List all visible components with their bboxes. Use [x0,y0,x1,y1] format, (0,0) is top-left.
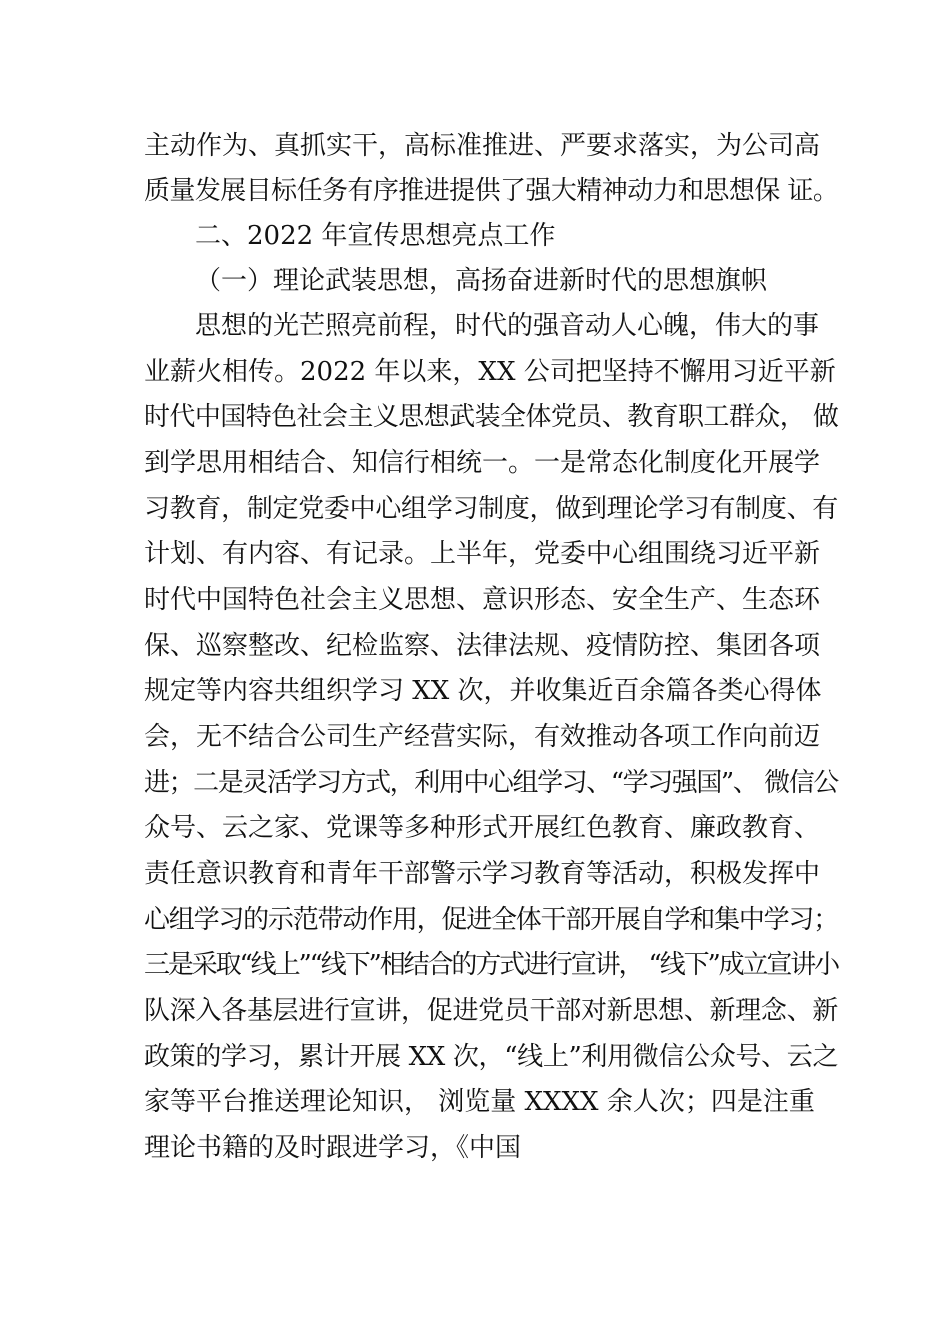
text-line: 进；二是灵活学习方式，利用中心组学习、“学习强国”、 微信公 [144,768,838,798]
paragraph-first-line: 思想的光芒照亮前程，时代的强音动人心魄，伟大的事 [195,311,820,341]
text-line: 理论书籍的及时跟进学习，《中国 [144,1133,522,1163]
text-line: 队深入各基层进行宣讲，促进党员干部对新思想、新理念、新 [144,996,839,1026]
text-line: 心组学习的示范带动作用，促进全体干部开展自学和集中学习； [144,905,839,935]
text-line: 主动作为、真抓实干，高标准推进、严要求落实，为公司高 [144,131,821,161]
text-line: 规定等内容共组织学习 XX 次，并收集近百余篇各类心得体 [144,676,822,706]
text-line: 质量发展目标任务有序推进提供了强大精神动力和思想保 证。 [144,176,839,206]
text-line: 到学思用相结合、知信行相统一。一是常态化制度化开展学 [144,448,821,478]
text-line: 三是采取“线上”“线下”相结合的方式进行宣讲， “线下”成立宣讲小 [144,950,839,980]
text-line: 责任意识教育和青年干部警示学习教育等活动，积极发挥中 [144,859,821,889]
text-line: 计划、有内容、有记录。上半年，党委中心组围绕习近平新 [144,539,821,569]
text-line: 时代中国特色社会主义思想、意识形态、安全生产、生态环 [144,585,821,615]
text-line: 保、巡察整改、纪检监察、法律法规、疫情防控、集团各项 [144,631,821,661]
text-line: 政策的学习，累计开展 XX 次，“线上”利用微信公众号、云之 [144,1042,839,1072]
text-line: 习教育，制定党委中心组学习制度，做到理论学习有制度、有 [144,494,839,524]
text-line: 业薪火相传。2022 年以来，XX 公司把坚持不懈用习近平新 [144,357,836,387]
text-line: 家等平台推送理论知识， 浏览量 XXXX 余人次；四是注重 [144,1087,815,1117]
text-line: 时代中国特色社会主义思想武装全体党员、教育职工群众， 做 [144,402,839,432]
text-line: 众号、云之家、党课等多种形式开展红色教育、廉政教育、 [144,813,821,843]
text-line: 会，无不结合公司生产经营实际，有效推动各项工作向前迈 [144,722,821,752]
section-heading: 二、2022 年宣传思想亮点工作 [195,221,556,251]
subsection-heading: （一）理论武装思想，高扬奋进新时代的思想旗帜 [195,266,768,296]
